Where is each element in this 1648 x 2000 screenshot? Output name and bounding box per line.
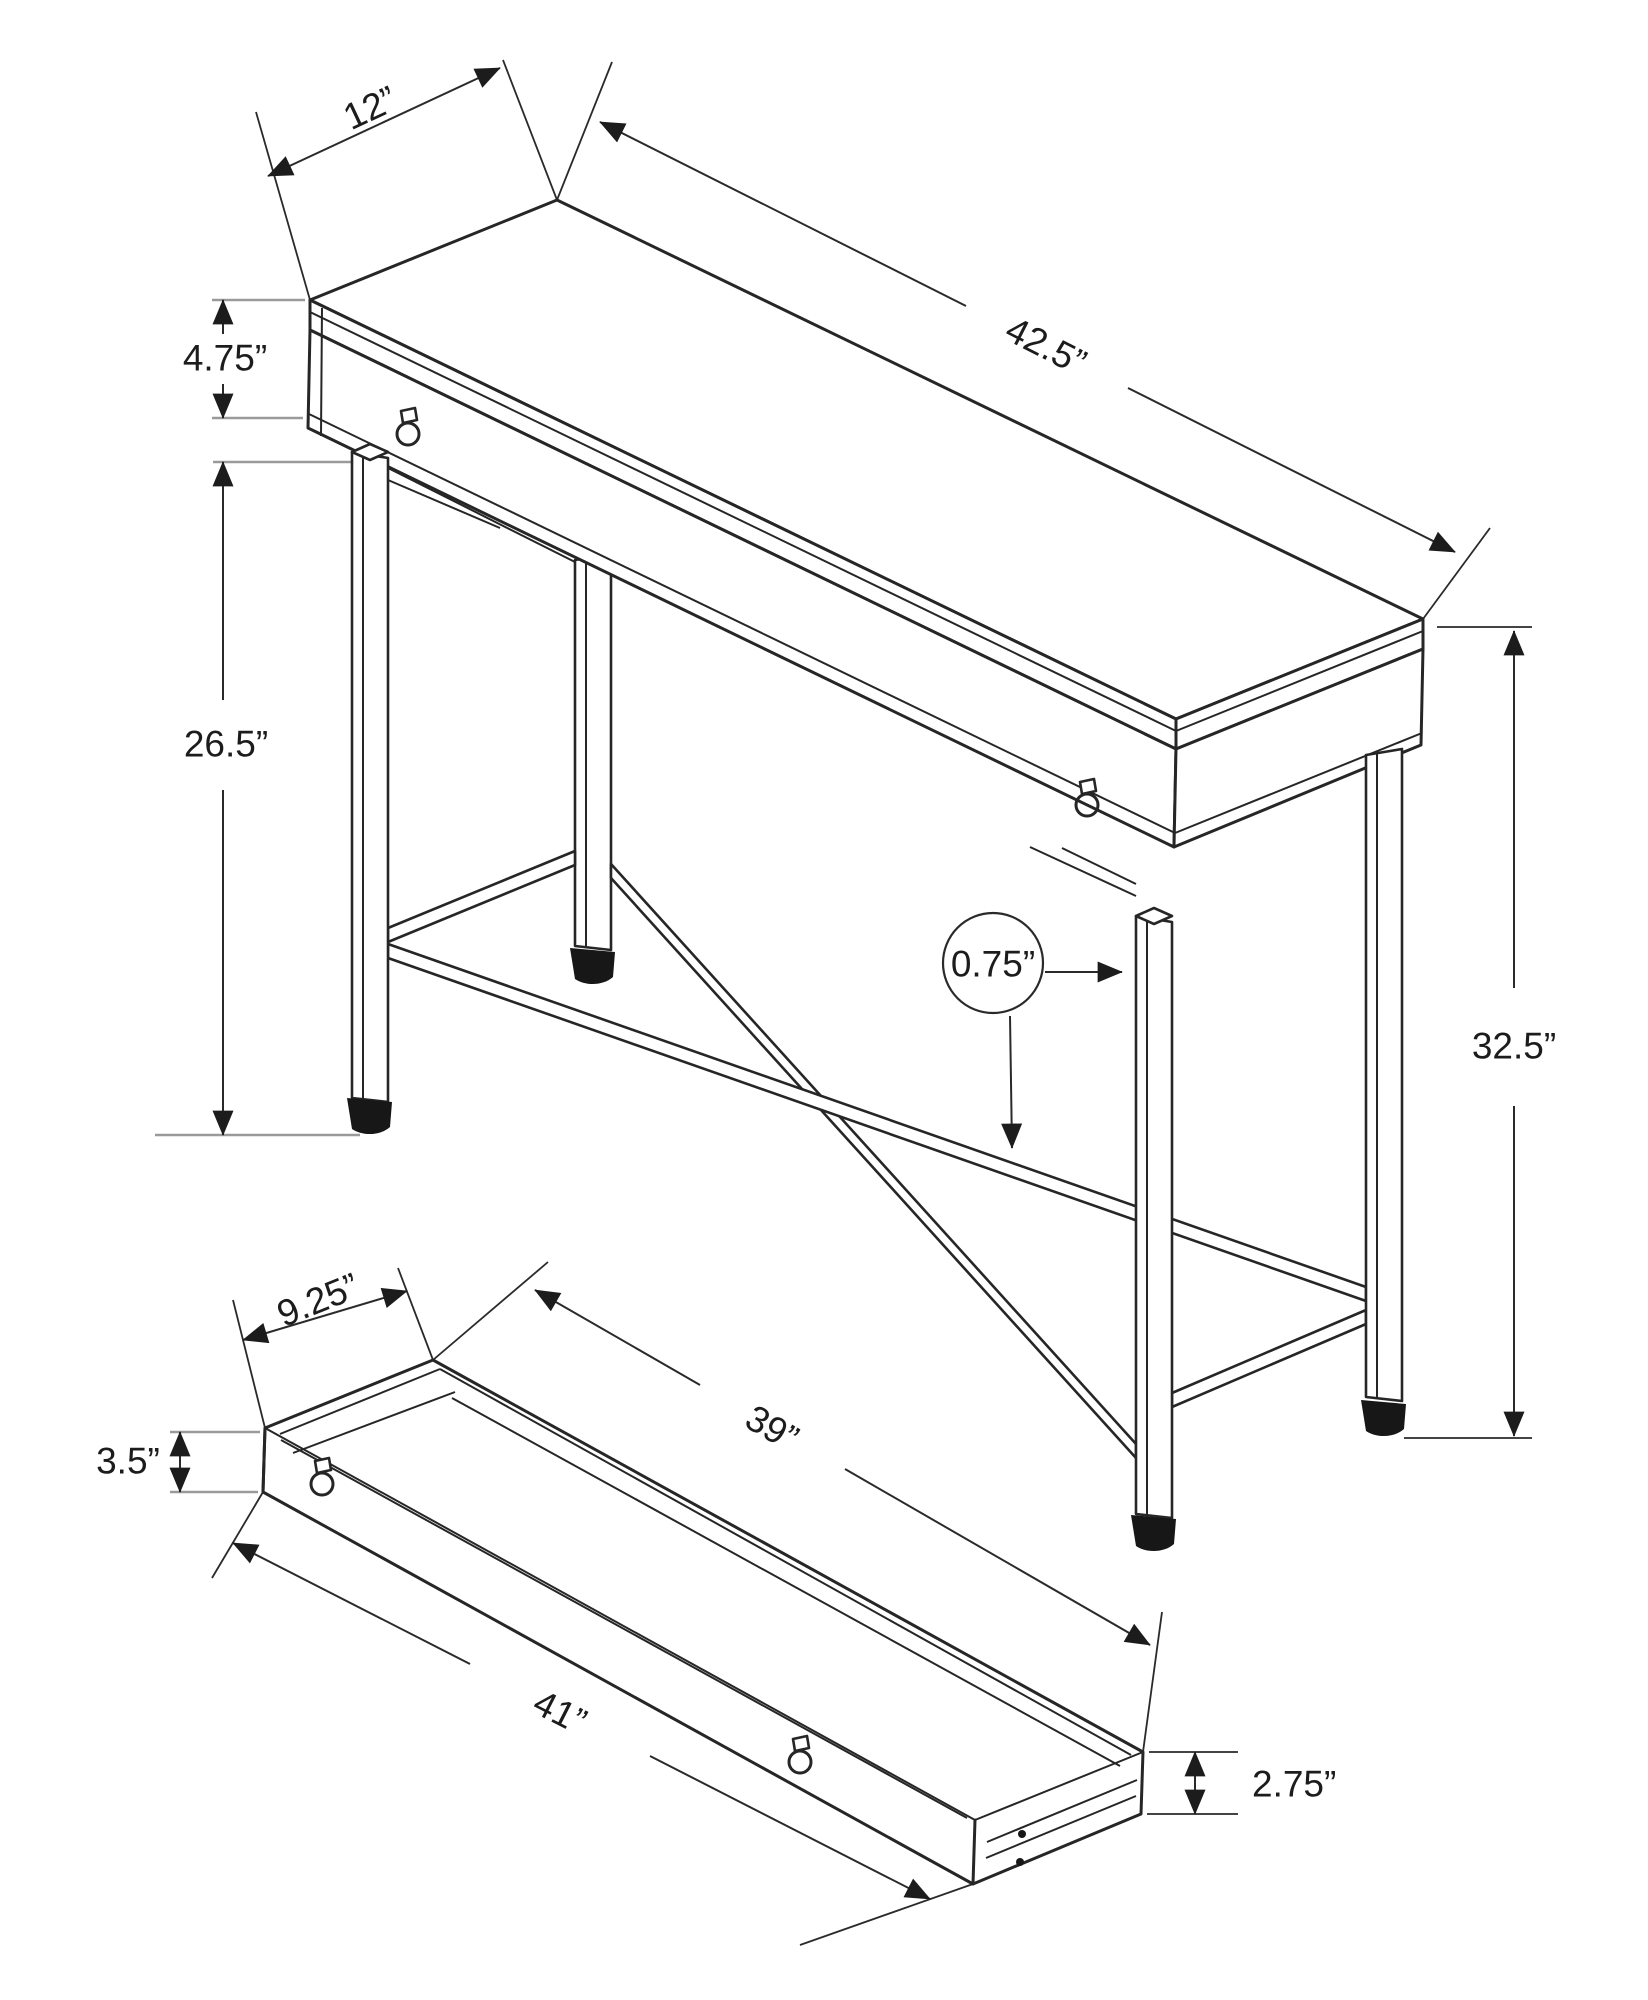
dim-drawer-depth-label: 9.25”: [271, 1265, 365, 1335]
dim-depth-label: 12”: [337, 78, 403, 138]
dim-drawer-front-height: [170, 1432, 260, 1492]
dim-drawer-side-height-label: 2.75”: [1252, 1763, 1337, 1805]
extension-line: [557, 62, 612, 200]
leg-tube: [1366, 749, 1402, 1401]
extension-line: [212, 1492, 263, 1578]
dim-tube-label: 0.75”: [950, 943, 1036, 985]
extension-line: [800, 1884, 973, 1945]
dimension-arrow: [535, 1290, 700, 1385]
ring-pull-mount: [793, 1736, 809, 1751]
dim-height-label: 32.5”: [1471, 1025, 1557, 1067]
slide-screw-icon: [1018, 1830, 1026, 1838]
dim-clearance: [155, 462, 360, 1135]
extension-line: [233, 1300, 265, 1428]
drawer-structure: [263, 1360, 1143, 1884]
dim-clearance-label: 26.5”: [183, 723, 269, 765]
frame-braces: [388, 851, 1366, 1458]
dim-drawer-outer-width-label: 41”: [526, 1681, 594, 1743]
dim-tube-callout: [943, 913, 1122, 1148]
corner-brace-line: [1030, 847, 1136, 896]
ring-pull-mount: [1080, 779, 1096, 794]
extension-line: [256, 112, 310, 300]
ring-pull-mount: [315, 1458, 331, 1473]
table-view: [155, 60, 1556, 1551]
foot-cap-icon: [570, 948, 615, 984]
left-stretcher: [388, 851, 575, 942]
leg-tube: [352, 452, 388, 1102]
drawer-front-left-edge: [263, 1428, 265, 1492]
foot-cap-icon: [1131, 1515, 1176, 1551]
dim-apron-height-label: 4.75”: [182, 337, 268, 379]
leg-back-left: [575, 554, 611, 950]
table-structure: [308, 200, 1423, 1551]
x-brace-front-left-to-back-right: [388, 944, 1366, 1301]
dim-width-label: 42.5”: [999, 308, 1093, 384]
dim-drawer-inner-width-label: 39”: [738, 1396, 806, 1460]
leader-arrow: [1010, 1016, 1012, 1148]
extension-line: [503, 60, 557, 200]
leg-front-right: [1136, 908, 1172, 1518]
right-stretcher: [1172, 1310, 1366, 1407]
drawer-front-right-edge: [973, 1820, 975, 1884]
leg-front-left: [352, 444, 388, 1102]
extension-line: [1143, 1612, 1162, 1752]
foot-cap-icon: [347, 1098, 392, 1134]
corner-edge-line: [321, 308, 322, 436]
extension-line: [433, 1262, 548, 1360]
x-brace-back-left-to-front-right: [611, 864, 1136, 1458]
ring-pull-mount: [401, 408, 417, 423]
leg-back-right: [1366, 749, 1402, 1401]
leg-tube: [1136, 916, 1172, 1518]
dim-drawer-front-height-label: 3.5”: [96, 1440, 160, 1482]
dim-drawer-side-height: [1147, 1752, 1238, 1814]
slide-screw-icon: [1016, 1858, 1024, 1866]
extension-line: [398, 1268, 433, 1360]
leg-tube: [575, 554, 611, 950]
foot-cap-icon: [1361, 1400, 1406, 1436]
